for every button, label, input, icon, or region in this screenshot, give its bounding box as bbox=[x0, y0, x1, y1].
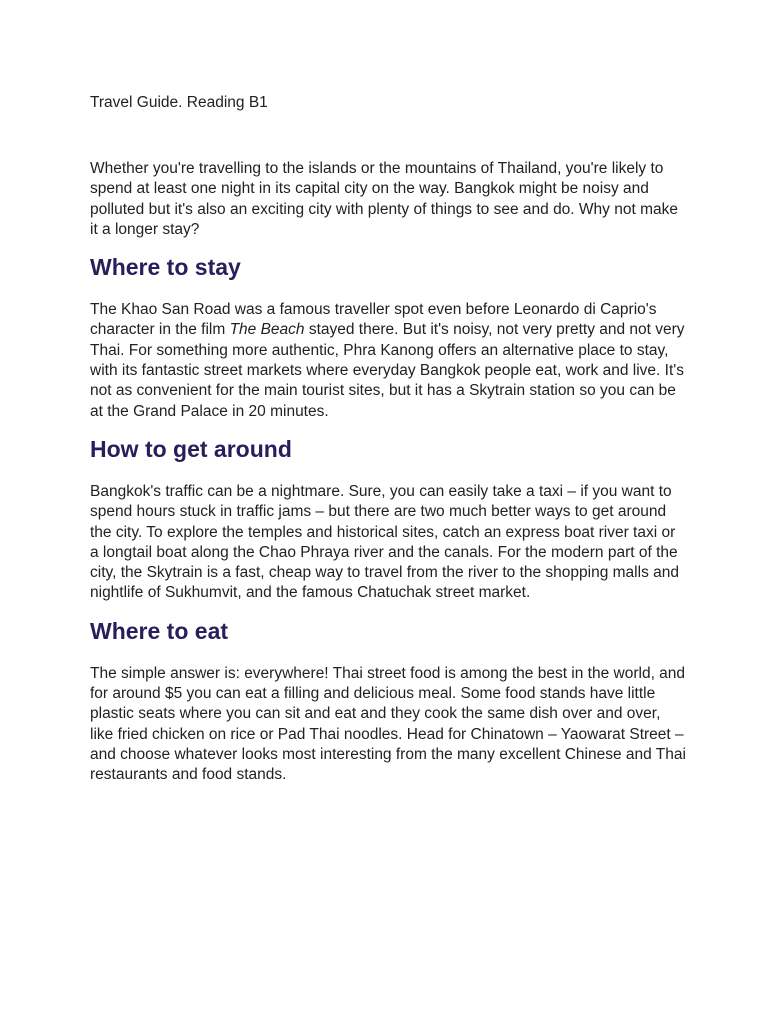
paragraph-how-to-get-around: Bangkok's traffic can be a nightmare. Sure, you can easily take a taxi – if you want to spend hours stuck in traffic jams – but there are two much better ways to get around the city. To explore the temples and historical sites, catch an express boat river taxi or a longtail boat along the Chao Phraya river and the canals. For the modern part of the city, the Skytrain is a fast, cheap way to travel from the river to the shopping malls and nightlife of Sukhumvit, and the famous Chatuchak street market. bbox=[90, 482, 679, 602]
document-page bbox=[90, 93, 686, 786]
paragraph-where-to-stay-part1: The Khao San Road was a famous traveller spot even before Leonardo di Caprio's character in the film bbox=[90, 301, 657, 339]
heading-where-to-eat: Where to eat bbox=[90, 617, 229, 644]
paragraph-where-to-stay-part2: stayed there. But it's noisy, not very pretty and not very Thai. For something more authentic, Phra Kanong offers an alternative place to stay, with its fantastic street markets where everyday Bangkok people eat, work and live. It's not as convenient for the main tourist sites, but it has a Skytrain station so you can be at the Grand Palace in 20 minutes. bbox=[90, 321, 685, 420]
paragraph-where-to-stay bbox=[90, 300, 686, 422]
film-title: The Beach bbox=[229, 321, 305, 339]
heading-where-to-stay: Where to stay bbox=[90, 254, 241, 281]
intro-paragraph: Whether you're travelling to the islands or the mountains of Thailand, you're likely to spend at least one night in its capital city on the way. Bangkok might be noisy and polluted but it's also an exciting city with plenty of things to see and do. Why not make it a longer stay? bbox=[90, 160, 678, 238]
paragraph-where-to-eat: The simple answer is: everywhere! Thai street food is among the best in the world, and for around $5 you can eat a filling and delicious meal. Some food stands have little plastic seats where you can sit and eat and they cook the same dish over and over, like fried chicken on rice or Pad Thai noodles. Head for Chinatown – Yaowarat Street – and choose whatever looks most interesting from the many excellent Chinese and Thai restaurants and food stands. bbox=[90, 664, 686, 784]
heading-how-to-get-around: How to get around bbox=[90, 435, 292, 462]
document-title: Travel Guide. Reading B1 bbox=[90, 94, 268, 111]
